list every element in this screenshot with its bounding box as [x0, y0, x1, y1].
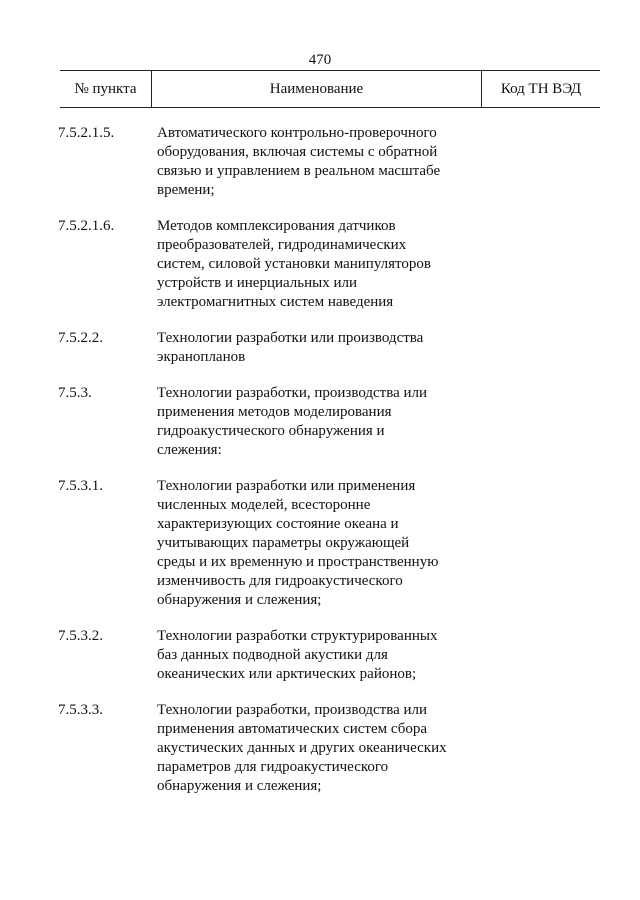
text-line: систем, силовой установки манипуляторов [157, 256, 431, 272]
text-line: Технологии разработки или применения [157, 478, 416, 494]
text-line: баз данных подводной акустики для [157, 647, 388, 663]
item-text [157, 124, 477, 200]
list-item [0, 217, 640, 312]
text-line: связью и управлением в реальном масштабе [157, 163, 441, 179]
item-number: 7.5.3.1. [58, 478, 103, 494]
text-line: применения автоматических систем сбора [157, 721, 427, 737]
text-line: гидроакустического обнаружения и [157, 423, 385, 439]
item-number: 7.5.3.2. [58, 628, 103, 644]
text-line: учитывающих параметры окружающей [157, 535, 410, 551]
item-number: 7.5.2.2. [58, 330, 103, 346]
text-line: оборудования, включая системы с обратной [157, 144, 438, 160]
page-number: 470 [308, 52, 332, 68]
text-line: экранопланов [157, 349, 246, 365]
text-line: океанических или арктических районов; [157, 666, 417, 682]
list-item [0, 329, 640, 367]
text-line: Технологии разработки или производства [157, 330, 424, 346]
item-text [157, 329, 477, 367]
text-line: Автоматического контрольно-проверочного [157, 125, 437, 141]
text-line: применения методов моделирования [157, 404, 392, 420]
text-line: среды и их временную и пространственную [157, 554, 439, 570]
text-line: характеризующих состояние океана и [157, 516, 399, 532]
item-number: 7.5.3.3. [58, 702, 103, 718]
text-line: акустических данных и других океанических [157, 740, 447, 756]
item-number: 7.5.2.1.5. [58, 125, 115, 141]
item-number: 7.5.3. [58, 385, 92, 401]
text-line: Технологии разработки структурированных [157, 628, 438, 644]
item-text [157, 701, 477, 796]
text-line: обнаружения и слежения; [157, 592, 322, 608]
text-line: слежения: [157, 442, 222, 458]
item-text [157, 384, 477, 460]
text-line: обнаружения и слежения; [157, 778, 322, 794]
list-item [0, 477, 640, 610]
item-text [157, 627, 477, 684]
list-item [0, 384, 640, 460]
text-line: изменчивость для гидроакустического [157, 573, 403, 589]
item-number: 7.5.2.1.6. [58, 218, 115, 234]
text-line: параметров для гидроакустического [157, 759, 389, 775]
header-col-code: Код ТН ВЭД [500, 80, 582, 97]
text-line: времени; [157, 182, 215, 198]
table-header [60, 70, 600, 108]
entries-list [0, 124, 640, 813]
item-text [157, 477, 477, 610]
text-line: электромагнитных систем наведения [157, 294, 394, 310]
list-item [0, 627, 640, 684]
text-line: численных моделей, всесторонне [157, 497, 371, 513]
header-col-name: Наименование [152, 71, 482, 107]
text-line: Технологии разработки, производства или [157, 385, 428, 401]
text-line: Технологии разработки, производства или [157, 702, 428, 718]
header-col-number: № пункта [60, 71, 152, 107]
text-line: устройств и инерциальных или [157, 275, 358, 291]
list-item [0, 124, 640, 200]
item-text [157, 217, 477, 312]
text-line: преобразователей, гидродинамических [157, 237, 407, 253]
list-item [0, 701, 640, 796]
text-line: Методов комплексирования датчиков [157, 218, 396, 234]
